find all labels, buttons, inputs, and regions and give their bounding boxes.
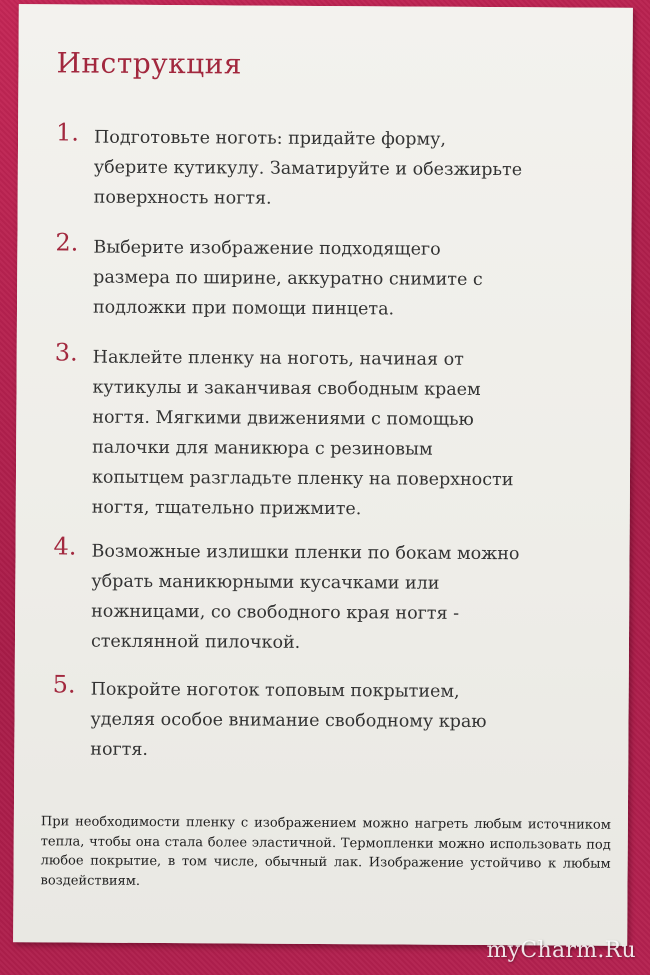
step-1 [56,118,616,209]
footnote: При необходимости пленку с изображением можно нагреть любым источником тепла, чтобы она стала более эластичной. Термопленки можно использовать под любое покрытие, в том числе, обычный лак. Изображение устойчиво к любым воздействиям. [40,814,611,889]
step-number: 4. [53,532,77,561]
step-text: Подготовьте ноготь: придайте форму, уберите кутикулу. Заматируйте и обезжирьте поверхность ногтя. [93,127,523,209]
step-text: Покройте ноготок топовым покрытием, уделяя особое внимание свободному краю ногтя. [90,679,487,760]
step-5 [52,670,613,760]
step-number: 5. [52,670,76,699]
step-2 [55,228,615,320]
step-number: 3. [54,338,78,367]
step-number: 1. [56,118,80,147]
step-4 [53,532,614,653]
step-text: Возможные излишки пленки по бокам можно убрать маникюрными кусачками или ножницами, со свободного края ногтя - стеклянной пилочкой. [90,541,520,653]
watermark: myCharm.Ru [486,938,636,963]
step-text: Выберите изображение подходящего размера по ширине, аккуратно снимите с подложки при помощи пинцета. [92,237,483,320]
instruction-title: Инструкция [56,46,243,81]
instruction-card [13,4,633,946]
step-3 [54,338,615,520]
step-number: 2. [55,228,79,257]
step-text: Наклейте пленку на ноготь, начиная от кутикулы и заканчивая свободным краем ногтя. Мягкими движениями с помощью палочки для маникюра с резиновым копытцем разгладьте пленку на поверхности ногтя, тщательно прижмите. [91,347,514,520]
